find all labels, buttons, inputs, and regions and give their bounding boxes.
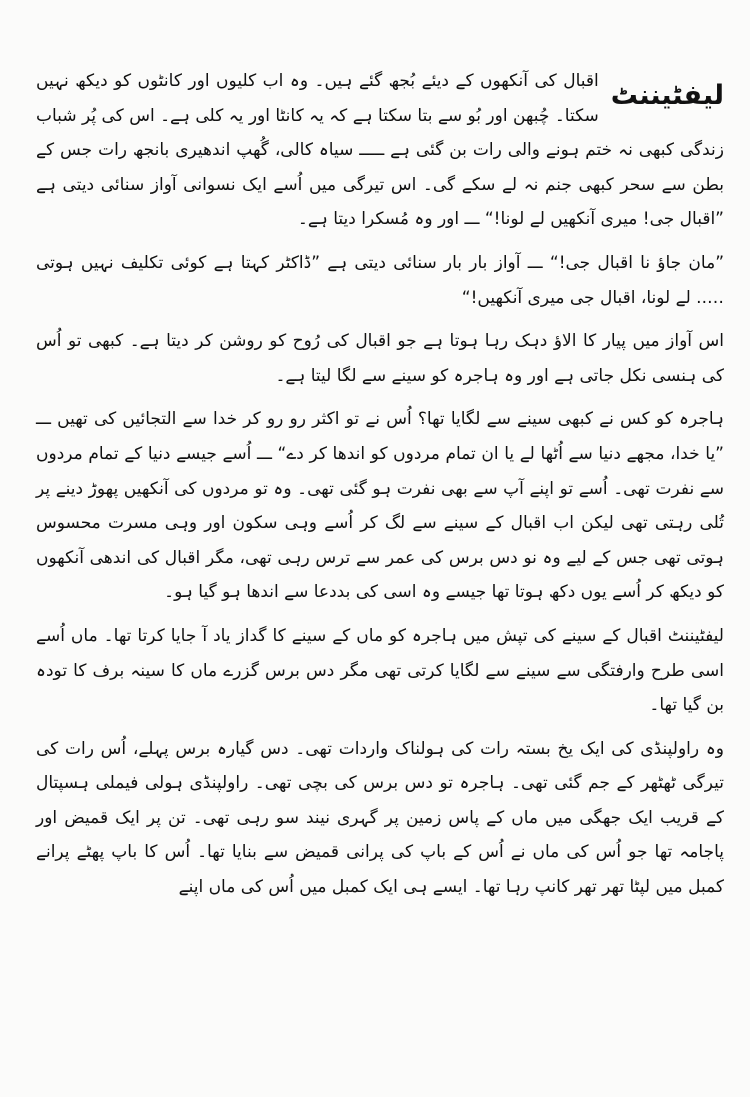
story-title: لیفٹیننٹ: [610, 80, 724, 111]
paragraph-4: ہاجرہ کو کس نے کبھی سینے سے لگایا تھا؟ اُس نے تو اکثر رو رو کر خدا سے التجائیں کی تھیں ـــ ”یا خدا، مجھے دنیا سے اُٹھا لے یا ان تمام مردوں کو اندھا کر دے“ ـــ اُسے جیسے دنیا کے تمام مردوں سے نفرت تھی۔ اُسے تو اپنے آپ سے بھی نفرت ہو گئی تھی۔ وہ تو مردوں کی آنکھیں پھوڑ دینے پر تُلی رہتی تھی لیکن اب اقبال کے سینے سے لگ کر اُسے وہی سکون اور وہی مسرت محسوس ہوتی تھی جس کے لیے وہ نو دس برس کی عمر سے ترس رہی تھی، مگر اقبال کی اندھی آنکھوں کو دیکھ کر اُسے یوں دکھ ہوتا تھا جیسے وہ اسی کی بددعا سے اندھا ہو گیا ہو۔: [36, 409, 724, 603]
paragraph-6: وہ راولپنڈی کی ایک یخ بستہ رات کی ہولناک واردات تھی۔ دس گیارہ برس پہلے، اُس رات کی تیرگی ٹھٹھر کے جم گئی تھی۔ ہاجرہ تو دس برس کی بچی تھی۔ راولپنڈی ہولی فیملی ہسپتال کے قریب ایک جھگی میں ماں کے پاس زمین پر گہری نیند سو رہی تھی۔ تن پر ایک قمیض اور پاجامہ تھا جو اُس کی ماں نے اُس کے باپ کی پرانی قمیض سے بنایا تھا۔ اُس کا باپ پھٹے پرانے کمبل میں لپٹا تھر تھر کانپ رہا تھا۔ ایسے ہی ایک کمبل میں اُس کی ماں اپنے: [36, 738, 724, 898]
paragraph-3: اس آواز میں پیار کا الاؤ دہک رہا ہوتا ہے جو اقبال کی رُوح کو روشن کر دیتا ہے۔ کبھی تو اُس کی ہنسی نکل جاتی ہے اور وہ ہاجرہ کو سینے سے لگا لیتا ہے۔: [36, 331, 724, 386]
paragraph-2: ”مان جاؤ نا اقبال جی!“ ـــ آواز بار بار سنائی دیتی ہے ”ڈاکٹر کہتا ہے کوئی تکلیف نہیں ہوتی ….. لے لونا، اقبال جی میری آنکھیں!“: [36, 252, 724, 308]
paragraph-5: لیفٹیننٹ اقبال کے سینے کی تپش میں ہاجرہ کو ماں کے سینے کا گداز یاد آ جایا کرتا تھا۔ ماں اُسے اسی طرح وارفتگی سے سینے سے لگایا کرتی تھی مگر دس برس گزرے ماں کا سینہ برف کا تودہ بن گیا تھا۔: [36, 625, 724, 716]
paragraph-1: اقبال کی آنکھوں کے دیئے بُجھ گئے ہیں۔ وہ اب کلیوں اور کانٹوں کو دیکھ نہیں سکتا۔ چُبھن اور بُو سے بتا سکتا ہے کہ یہ کانٹا اور یہ کلی ہے۔ اس کی پُر شباب زندگی کبھی نہ ختم ہونے والی رات بن گئی ہے ـــــ سیاہ کالی، گُھپ اندھیری بانجھ رات جس کے بطن سے سحر کبھی جنم نہ لے سکے گی۔ اس تیرگی میں اُسے ایک نسوانی آواز سنائی دیتی ہے ”اقبال جی! میری آنکھیں لے لونا!“ ـــ اور وہ مُسکرا دیتا ہے۔: [36, 71, 724, 230]
article-body: [36, 64, 724, 905]
